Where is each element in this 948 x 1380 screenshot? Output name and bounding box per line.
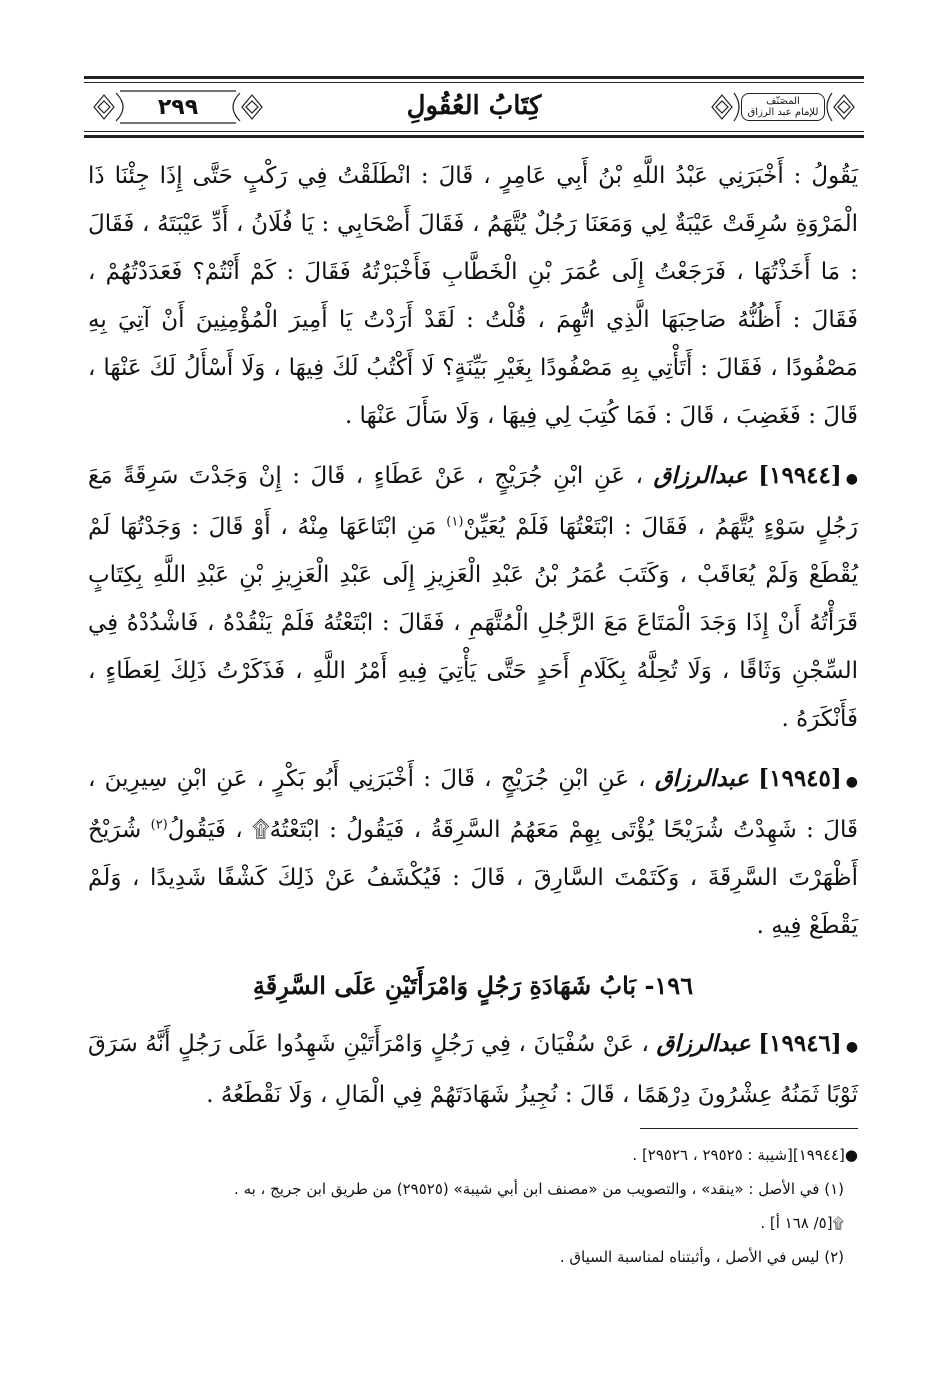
hadith-19944: [88, 452, 858, 743]
hadith-text-a: ، عَنِ ابْنِ جُرَيْجٍ ، عَنْ عَطَاءٍ ، قَالَ : إِنْ وَجَدْتَ سَرِقَةً مَعَ رَجُلٍ سَوْءٍ يُتَّهَمُ ، فَقَالَ : ابْتَعْتُهَا فَلَمْ يُعَيِّنْ: [88, 463, 859, 540]
hadith-narrator: عبدالرزاق: [653, 462, 748, 489]
footnote-ref-2[interactable]: (٢): [150, 817, 168, 833]
series-logo-line2: للإمام عبد الرزاق: [747, 107, 819, 118]
hadith-19945: [88, 755, 858, 950]
hadith-text-b: مَنِ ابْتَاعَهَا مِنْهُ ، أَوْ قَالَ : وَجَدْتُهَا لَمْ يُقْطَعْ وَلَمْ يُعَاقَبْ ، وَكَتَبَ عُمَرُ بْنُ عَبْدِ الْعَزِيزِ إِلَى عَبْدِ الْعَزِيزِ بْنِ عَبْدِ اللَّهِ بِكِتَابٍ قَرَأْتُهُ أَنْ إِذَا وَجَدَ الْمَتَاعَ مَعَ الرَّجُلِ الْمُتَّهَمِ ، فَقَالَ : ابْتَعْتُهُ فَلَمْ يَنْقُدْهُ ، فَاشْدُدْهُ فِي السِّجْنِ وَثَاقًا ، وَلَا تُحِلَّهُ بِكَلَامِ أَحَدٍ حَتَّى يَأْتِيَ فِيهِ أَمْرُ اللَّهِ ، فَذَكَرْتُ ذَلِكَ لِعَطَاءٍ ، فَأَنْكَرَهُ .: [88, 514, 858, 732]
main-text: [88, 152, 858, 1119]
bullet-icon: ●: [845, 774, 859, 790]
hadith-text-a: ، عَنِ ابْنِ جُرَيْجٍ ، قَالَ : أَخْبَرَنِي أَبُو بَكْرٍ ، عَنِ ابْنِ سِيرِينَ ، قَالَ : شَهِدْتُ شُرَيْحًا يُؤْتَى بِهِمْ مَعَهُمُ السَّرِقَةُ ، فَيَقُولُ : ابْتَعْتُهُ: [88, 766, 858, 843]
intro-line-3: مَا أَخَذْتُهَا ، فَرَجَعْتُ إِلَى عُمَرَ بْنِ الْخَطَّابِ فَأَخْبَرْتُهُ فَقَالَ : كَمْ أَنْتُمْ؟ فَعَدَدْتُهُمْ ، فَقَالَ :: [88, 259, 858, 333]
series-logo-frame: [708, 87, 858, 127]
hadith-text-mid: ، فَيَقُولُ: [167, 817, 243, 843]
intro-line-5: فَقَالَ : أَتَأْتِي بِهِ مَصْفُودًا بِغَيْرِ بَيِّنَةٍ؟ لَا أَكْتُبُ لَكَ فِيهَا ، وَلَا أَسْأَلُ لَكَ عَنْهَا ، قَالَ :: [88, 355, 858, 429]
series-logo-line1: المصَنّف: [766, 96, 800, 107]
intro-line-6: فَغَضِبَ ، قَالَ : فَمَا كُتِبَ لِي فِيهَا ، وَلَا سَأَلَ عَنْهَا .: [344, 403, 801, 429]
intro-line-4: أَظُنُّهُ صَاحِبَهَا الَّذِي اتُّهِمَ ، قُلْتُ : لَقَدْ أَرَدْتُ يَا أَمِيرَ الْمُؤْمِنِينَ أَنْ آتِيَ بِهِ مَصْفُودًا ،: [88, 307, 858, 381]
footnote-page-ref: ۩[٥/ ١٦٨ أ] .: [760, 1214, 844, 1232]
footnote-1: (١) في الأصل : «ينقد» ، والتصويب من «مصنف ابن أبي شيبة» (٢٩٥٢٥) من طريق ابن جريج ، به .: [234, 1180, 844, 1198]
hadith-19946: [88, 1020, 858, 1119]
page-mark-icon: ۩: [252, 817, 270, 843]
hadith-number: [١٩٩٤٤]: [758, 462, 842, 489]
hadith-number: [١٩٩٤٦]: [758, 1030, 842, 1057]
hadith-number: [١٩٩٤٥]: [758, 765, 842, 792]
footnote-ref-1[interactable]: (١): [446, 514, 464, 530]
hadith-text: ، عَنْ سُفْيَانَ ، فِي رَجُلٍ وَامْرَأَتَيْنِ شَهِدُوا عَلَى رَجُلٍ أَنَّهُ سَرَقَ ثَوْبًا ثَمَنُهُ عِشْرُونَ دِرْهَمًا ، قَالَ : نُجِيزُ شَهَادَتَهُمْ فِي الْمَالِ ، وَلَا نَقْطَعُهُ .: [88, 1031, 858, 1108]
footnotes: [88, 1138, 858, 1274]
series-logo: [741, 93, 826, 121]
intro-line-2: سُرِقَتْ عَيْبَةٌ لِي وَمَعَنَا رَجُلٌ يُتَّهَمُ ، فَقَالَ أَصْحَابِي : يَا فُلَانُ ، أَدِّ عَيْبَتَهُ ، فَقَالَ :: [88, 211, 858, 285]
bullet-icon: ●: [845, 1039, 859, 1055]
section-heading: ١٩٦- بَابُ شَهَادَةِ رَجُلٍ وَامْرَأَتَيْنِ عَلَى السَّرِقَةِ: [252, 971, 694, 1000]
intro-paragraph: [88, 152, 858, 440]
page-number-frame: [90, 87, 266, 127]
page-number: ٢٩٩: [148, 95, 208, 120]
chapter-title: كِتَابُ العُقُولِ: [406, 91, 542, 121]
footnote-divider: [640, 1128, 858, 1129]
footnote-2: (٢) ليس في الأصل ، وأثبتناه لمناسبة السياق .: [559, 1248, 844, 1266]
intro-line-1: يَقُولُ : أَخْبَرَنِي عَبْدُ اللَّهِ بْنُ أَبِي عَامِرٍ ، قَالَ : انْطَلَقْتُ فِي رَكْبٍ حَتَّى إِذَا جِئْنَا ذَا الْمَرْوَةِ: [88, 163, 859, 237]
footnote-source-ref: ●[١٩٩٤٤][شيبة : ٢٩٥٢٥ ، ٢٩٥٢٦] .: [632, 1146, 858, 1164]
hadith-narrator: عبدالرزاق: [656, 1030, 751, 1057]
page-header: [84, 76, 864, 138]
hadith-narrator: عبدالرزاق: [654, 765, 749, 792]
hadith-text-b: شُرَيْحٌ أَظْهَرْتَ السَّرِقَةَ ، وَكَتَمْتَ السَّارِقَ ، قَالَ : فَيُكْشَفُ عَنْ ذَلِكَ كَشْفًا شَدِيدًا ، وَلَمْ يَقْطَعْ فِيهِ .: [88, 817, 858, 939]
bullet-icon: ●: [845, 471, 859, 487]
